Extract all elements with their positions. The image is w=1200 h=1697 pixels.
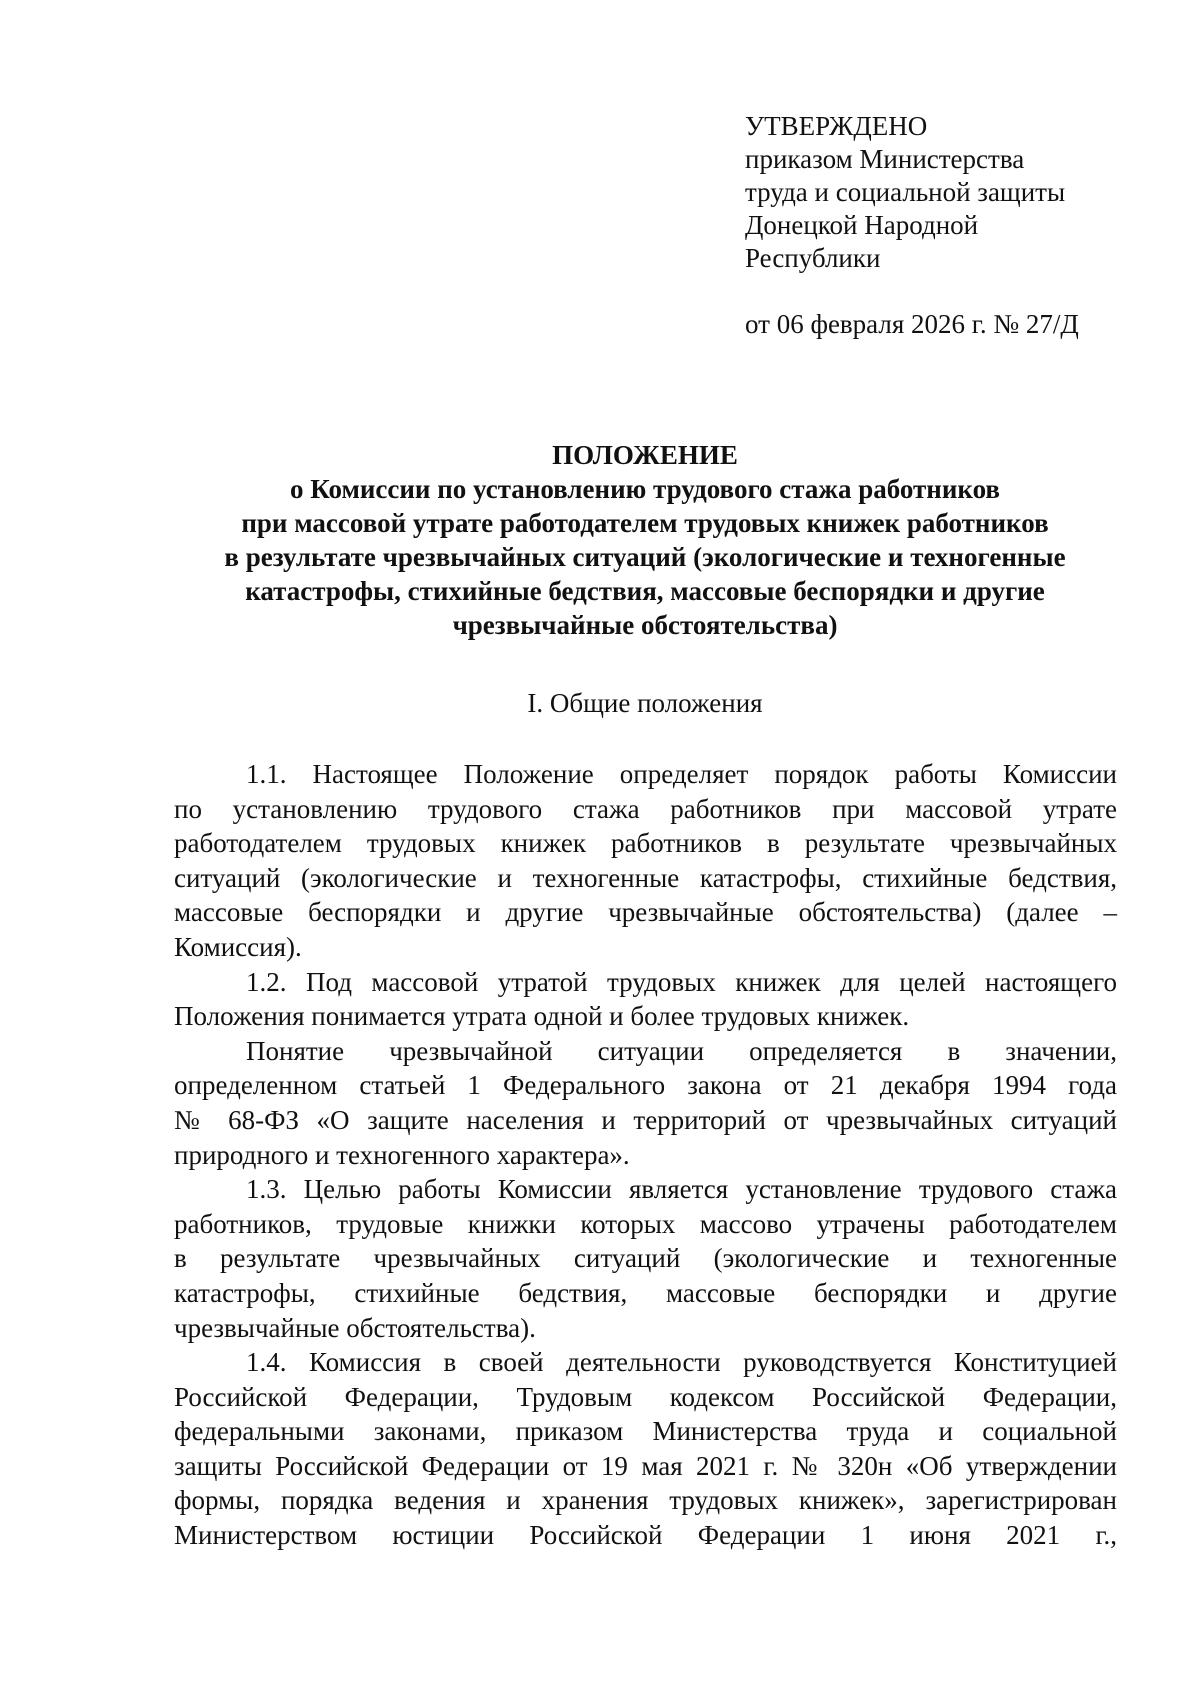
paragraph-line: в результате чрезвычайных ситуаций (экологические и техногенные <box>174 1243 1117 1274</box>
paragraph-emergency-definition <box>174 1034 1117 1172</box>
paragraph-line: Положения понимается утрата одной и более трудовых книжек. <box>174 1001 910 1032</box>
approval-heading: УТВЕРЖДЕНО <box>745 111 928 141</box>
title-line: при массовой утрате работодателем трудовых книжек работников <box>241 508 1049 538</box>
approval-date: от 06 февраля 2026 г. № 27/Д <box>745 309 1079 339</box>
approval-stamp-block <box>745 110 1165 341</box>
paragraph-line: катастрофы, стихийные бедствия, массовые беспорядки и другие <box>174 1277 1117 1308</box>
paragraph-line: формы, порядка ведения и хранения трудовых книжек», зарегистрирован <box>174 1485 1117 1516</box>
paragraph-line: федеральными законами, приказом Министерства труда и социальной <box>174 1416 1117 1447</box>
paragraph-1-3 <box>174 1172 1117 1345</box>
paragraph-line: работодателем трудовых книжек работников в результате чрезвычайных <box>174 828 1117 859</box>
title-line: в результате чрезвычайных ситуаций (экологические и техногенные <box>224 542 1066 572</box>
approval-line: приказом Министерства <box>745 144 1025 174</box>
paragraph-line: работников, трудовые книжки которых массово утрачены работодателем <box>174 1208 1117 1239</box>
paragraph-line: 1.3. Целью работы Комиссии является установление трудового стажа <box>246 1174 1117 1205</box>
title-line: о Комиссии по установлению трудового стажа работников <box>289 474 1000 504</box>
approval-line: труда и социальной защиты <box>745 177 1066 207</box>
paragraph-line: чрезвычайные обстоятельства). <box>174 1312 536 1343</box>
paragraph-line: Российской Федерации, Трудовым кодексом Российской Федерации, <box>174 1381 1117 1412</box>
approval-line: Донецкой Народной <box>745 210 979 240</box>
section-heading: I. Общие положения <box>527 688 763 718</box>
paragraph-1-2 <box>174 965 1117 1034</box>
paragraph-line: природного и техногенного характера». <box>174 1139 630 1170</box>
paragraph-line: 1.4. Комиссия в своей деятельности руководствуется Конституцией <box>246 1347 1117 1378</box>
paragraph-line: определенном статьей 1 Федерального закона от 21 декабря 1994 года <box>174 1070 1117 1101</box>
paragraph-line: 1.2. Под массовой утратой трудовых книжек для целей настоящего <box>246 966 1117 997</box>
approval-line: Республики <box>745 243 881 273</box>
paragraph-line: защиты Российской Федерации от 19 мая 2021 г. № 320н «Об утверждении <box>174 1450 1117 1481</box>
paragraph-line: 1.1. Настоящее Положение определяет порядок работы Комиссии <box>246 759 1117 789</box>
paragraph-line: Понятие чрезвычайной ситуации определяется в значении, <box>246 1035 1117 1066</box>
paragraph-line: Комиссия). <box>174 931 302 962</box>
paragraph-line: № 68-ФЗ «О защите населения и территорий от чрезвычайных ситуаций <box>174 1104 1117 1135</box>
document-body <box>174 757 1117 1553</box>
paragraph-line: массовые беспорядки и другие чрезвычайные обстоятельства) (далее – <box>174 897 1117 928</box>
paragraph-line: Министерством юстиции Российской Федерации 1 июня 2021 г., <box>174 1520 1117 1551</box>
paragraph-1-4 <box>174 1345 1117 1553</box>
title-heading: ПОЛОЖЕНИЕ <box>552 440 738 470</box>
title-line: чрезвычайные обстоятельства) <box>452 610 838 640</box>
document-title <box>130 438 1160 642</box>
paragraph-line: ситуаций (экологические и техногенные катастрофы, стихийные бедствия, <box>174 862 1117 893</box>
paragraph-1-1 <box>174 757 1117 965</box>
title-line: катастрофы, стихийные бедствия, массовые беспорядки и другие <box>245 576 1045 606</box>
paragraph-line: по установлению трудового стажа работников при массовой утрате <box>174 793 1117 824</box>
